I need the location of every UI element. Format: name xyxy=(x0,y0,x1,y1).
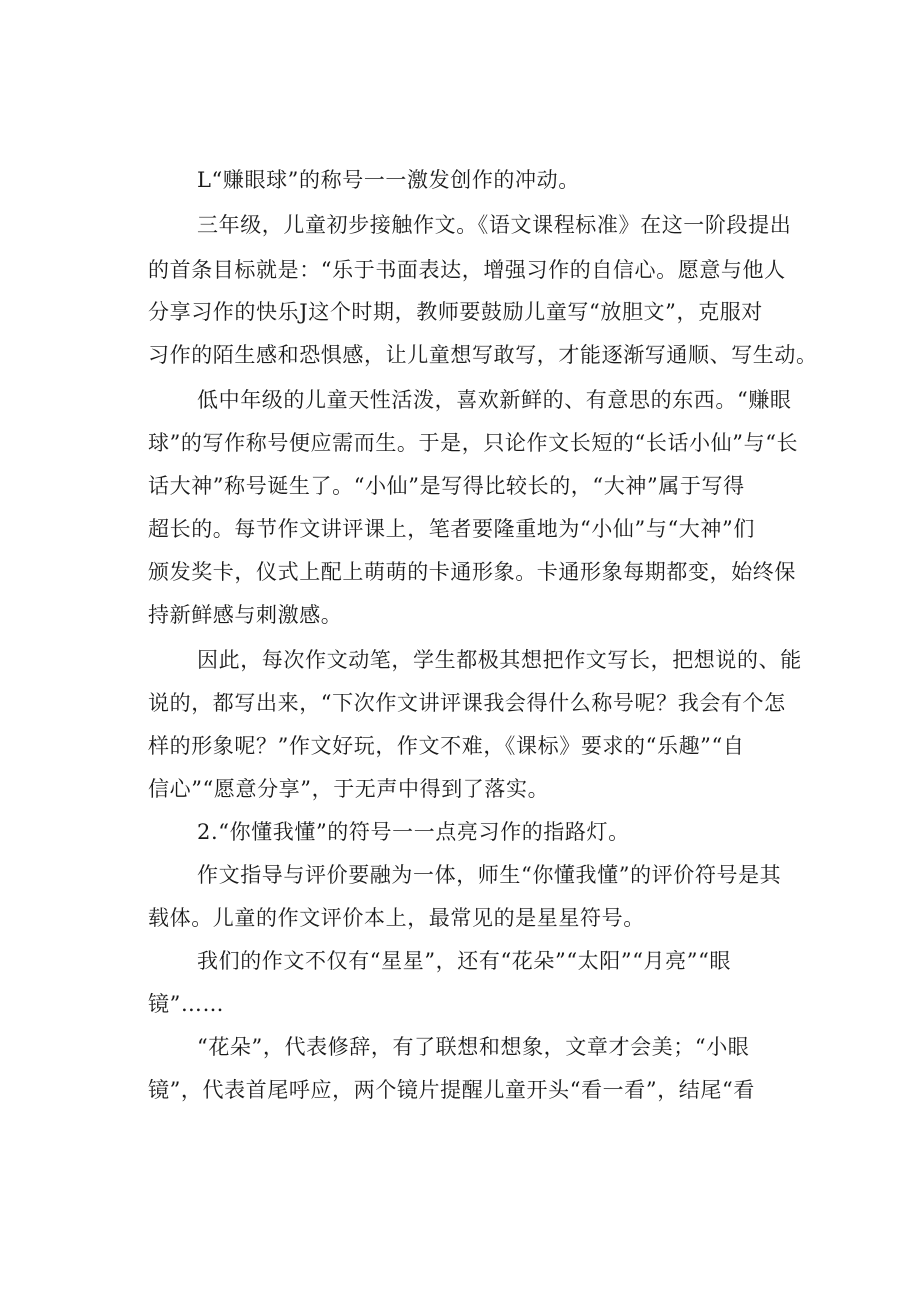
paragraph-line: 持新鲜感与刺激感。 xyxy=(148,603,343,627)
paragraph-line: 分享习作的快乐J这个时期，教师要鼓励儿童写“放胆文”，克服对 xyxy=(148,300,763,324)
paragraph-line: “花朵”，代表修辞，有了联想和想象，文章才会美；“小眼 xyxy=(197,1035,750,1059)
paragraph-line: 的首条目标就是：“乐于书面表达，增强习作的自信心。愿意与他人 xyxy=(148,258,786,282)
paragraph-line: 三年级，儿童初步接触作文。《语文课程标准》在这一阶段提出 xyxy=(197,213,792,237)
paragraph-line: 样的形象呢？”作文好玩，作文不难，《课标》要求的“乐趣”“自 xyxy=(148,734,745,758)
paragraph-line: 载体。儿童的作文评价本上，最常见的是星星符号。 xyxy=(148,906,645,930)
paragraph-line: 镜”，代表首尾呼应，两个镜片提醒儿童开头“看一看”，结尾“看 xyxy=(148,1078,755,1102)
paragraph-line: 说的，都写出来，“下次作文讲评课我会得什么称号呢？我会有个怎 xyxy=(148,691,786,715)
paragraph-line: 颁发奖卡，仪式上配上萌萌的卡通形象。卡通形象每期都变，始终保 xyxy=(148,560,796,584)
paragraph-line: 镜”…… xyxy=(148,992,225,1016)
paragraph-line: 因此，每次作文动笔，学生都极其想把作文写长，把想说的、能 xyxy=(197,648,802,672)
paragraph-line: 习作的陌生感和恐惧感，让儿童想写敢写，才能逐渐写通顺、写生动。 xyxy=(148,343,818,367)
paragraph-line: 话大神”称号诞生了。“小仙”是写得比较长的，“大神”属于写得 xyxy=(148,474,745,498)
paragraph-line: 低中年级的儿童天性活泼，喜欢新鲜的、有意思的东西。“赚眼 xyxy=(197,388,792,412)
paragraph-line: 作文指导与评价要融为一体，师生“你懂我懂”的评价符号是其 xyxy=(197,863,782,887)
paragraph-line: 信心”“愿意分享”，于无声中得到了落实。 xyxy=(148,777,550,801)
paragraph-line: 我们的作文不仅有“星星”，还有“花朵”“太阳”“月亮”“眼 xyxy=(197,949,732,973)
paragraph-line: 超长的。每节作文讲评课上，笔者要隆重地为“小仙”与“大神”们 xyxy=(148,517,755,541)
heading-2: 2.“你懂我懂”的符号一一点亮习作的指路灯。 xyxy=(197,820,630,844)
heading-1: L“赚眼球”的称号一一激发创作的冲动。 xyxy=(197,168,580,192)
paragraph-line: 球”的写作称号便应需而生。于是，只论作文长短的“长话小仙”与“长 xyxy=(148,431,799,455)
